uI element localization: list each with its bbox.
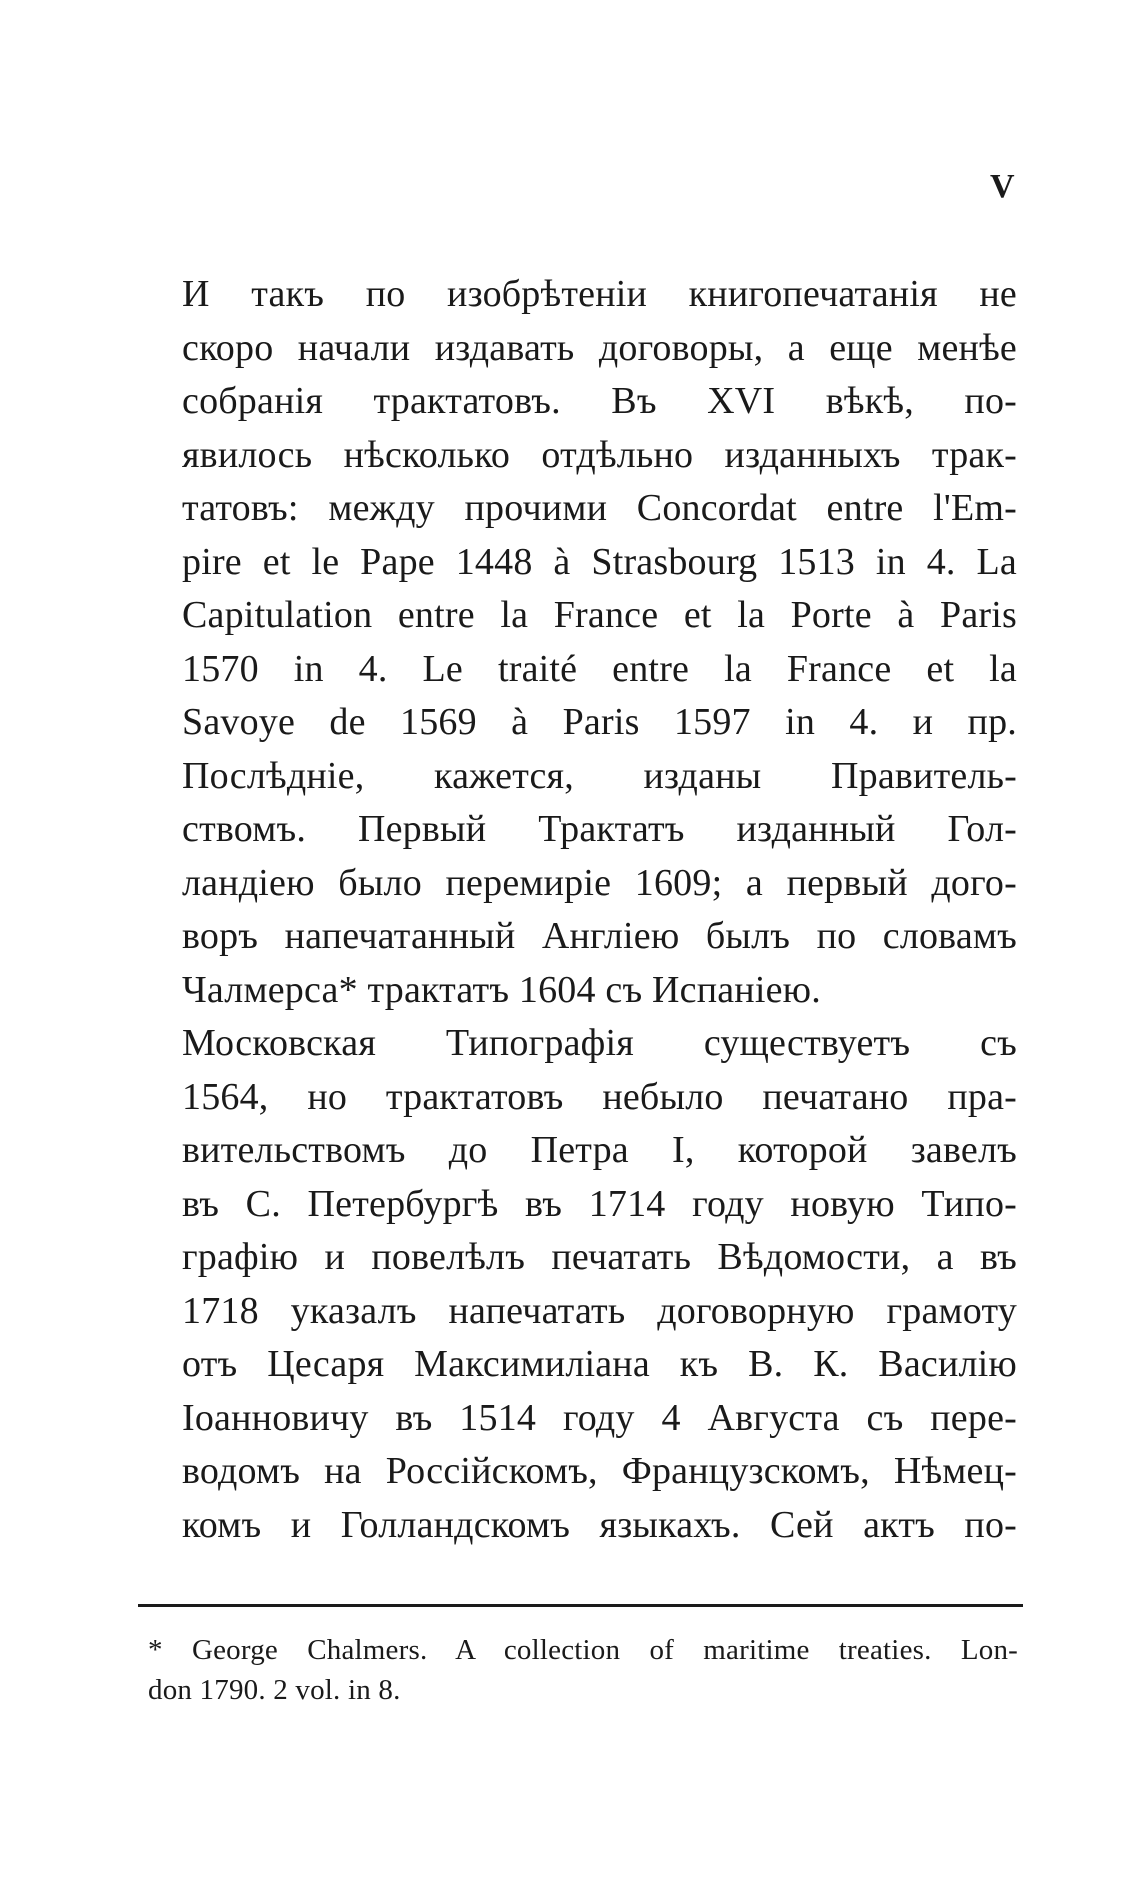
text-line: 1564, но трактатовъ небыло печатано пра-: [182, 1075, 1017, 1118]
footnote-line: don 1790. 2 vol. in 8.: [148, 1674, 401, 1706]
footnote: [148, 1630, 1018, 1710]
text-line: графію и повелѣлъ печатать Вѣдомости, а въ: [182, 1236, 1017, 1278]
text-line: собранія трактатовъ. Въ XVI вѣкѣ, по-: [182, 380, 1017, 422]
footnote-line: * George Chalmers. A collection of maritime treaties. Lon-: [148, 1634, 1018, 1666]
text-line: pire et le Pape 1448 à Strasbourg 1513 in 4. La: [182, 540, 1017, 583]
text-line: Savoye de 1569 à Paris 1597 in 4. и пр.: [182, 701, 1017, 743]
text-line: явилось нѣсколько отдѣльно изданныхъ трак-: [182, 433, 1017, 476]
text-line: 1570 in 4. Le traité entre la France et la: [182, 647, 1017, 690]
text-line: скоро начали издавать договоры, а еще менѣе: [182, 326, 1017, 369]
text-line: вительствомъ до Петра I, которой завелъ: [182, 1129, 1017, 1171]
text-line: въ С. Петербургѣ въ 1714 году новую Типо-: [182, 1182, 1017, 1225]
text-line: Іоанновичу въ 1514 году 4 Августа съ пере-: [182, 1396, 1017, 1439]
text-line: И такъ по изобрѣтеніи книгопечатанія не: [182, 273, 1017, 315]
body-text: [182, 268, 1017, 1552]
text-line: 1718 указалъ напечатать договорную грамоту: [182, 1289, 1017, 1332]
text-line: Capitulation entre la France et la Porte à Paris: [182, 594, 1017, 636]
page-number: V: [990, 168, 1015, 205]
text-line: водомъ на Россійскомъ, Французскомъ, Нѣмец-: [182, 1450, 1017, 1492]
text-line: комъ и Голландскомъ языкахъ. Сей актъ по-: [182, 1503, 1017, 1546]
text-line: ландіею было перемиріе 1609; а первый дого-: [182, 861, 1017, 904]
text-line: воръ напечатанный Англіею былъ по словамъ: [182, 915, 1017, 957]
text-line: Московская Типографія существуетъ съ: [182, 1022, 1017, 1064]
text-line: татовъ: между прочими Concordat entre l'Em-: [182, 487, 1017, 529]
text-line: ствомъ. Первый Трактатъ изданный Гол-: [182, 808, 1017, 850]
footnote-divider: [138, 1604, 1023, 1607]
text-line: отъ Цесаря Максимиліана къ В. К. Василію: [182, 1343, 1017, 1385]
text-line: Послѣдніе, кажется, изданы Правитель-: [182, 754, 1017, 797]
text-line: Чалмерса* трактатъ 1604 съ Испаніею.: [182, 968, 821, 1011]
